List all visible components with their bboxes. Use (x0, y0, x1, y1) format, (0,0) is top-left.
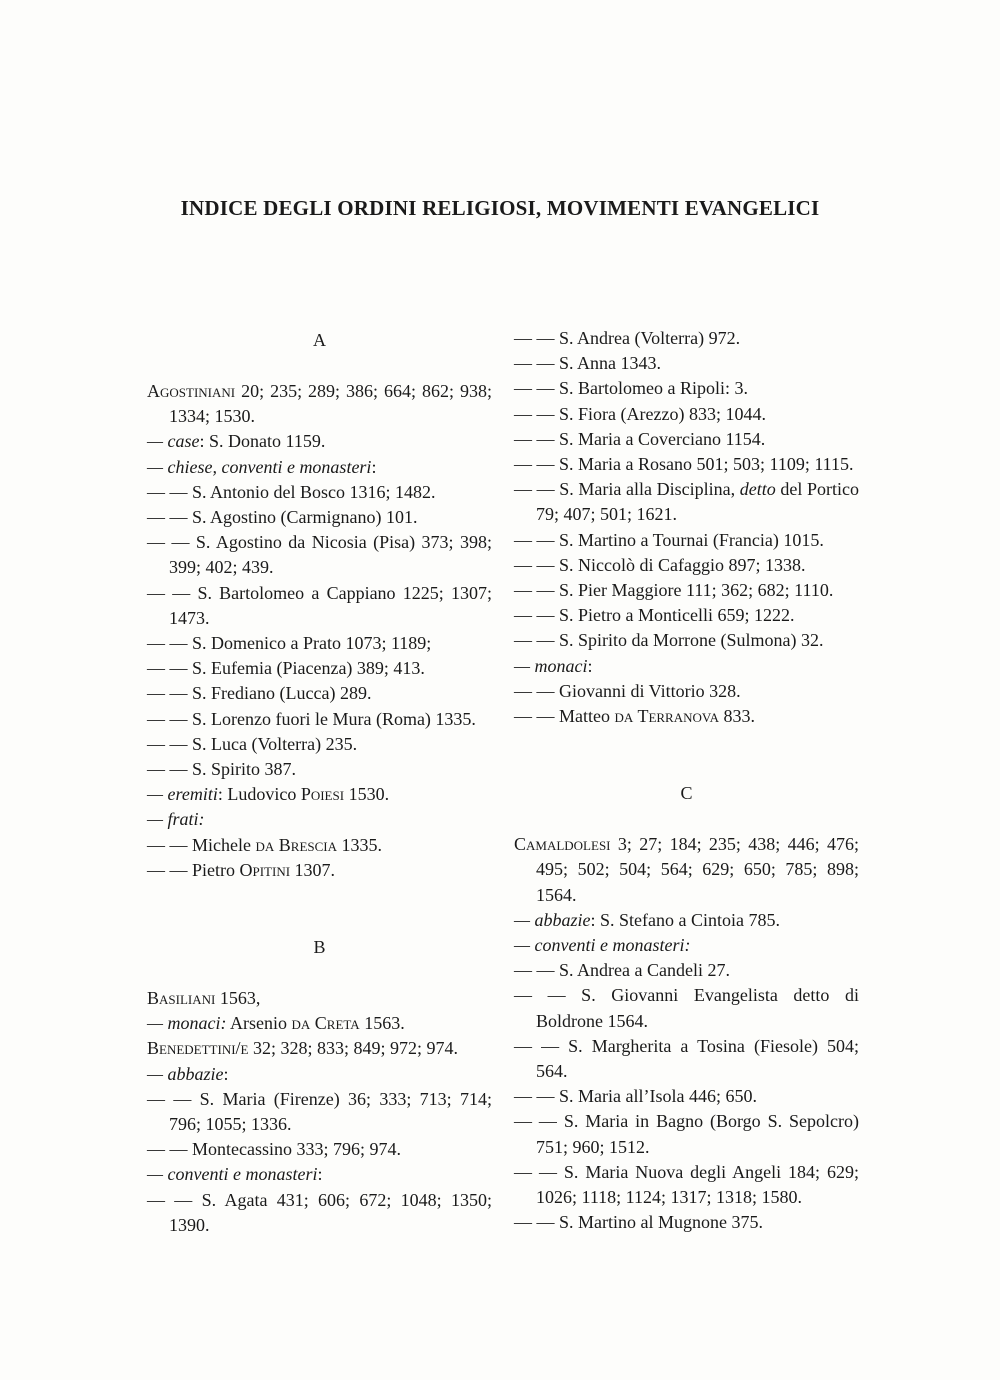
index-entry: Benedettini/e 32; 328; 833; 849; 972; 974. (147, 1038, 458, 1059)
page-title: INDICE DEGLI ORDINI RELIGIOSI, MOVIMENTI EVANGELICI (180, 196, 820, 220)
index-entry: — — S. Maria (Firenze) 36; 333; 713; 714; 796; 1055; 1336. (147, 1088, 492, 1135)
index-entry: — — S. Agostino da Nicosia (Pisa) 373; 398; 399; 402; 439. (147, 532, 492, 578)
entry-list-b (147, 986, 492, 1238)
index-entry: — — Montecassino 333; 796; 974. (147, 1139, 401, 1160)
index-entry: — — S. Spirito 387. (147, 759, 297, 780)
index-entry: Basiliani 1563, (147, 988, 261, 1009)
entry-person-name: da Creta (291, 1013, 360, 1034)
entry-sub-label: — abbazie (514, 909, 591, 930)
entry-sub-label: — monaci: (147, 1013, 227, 1034)
index-entry: — monaci: Arsenio da Creta 1563. (147, 1013, 405, 1034)
index-entry: — — S. Andrea (Volterra) 972. (514, 328, 741, 348)
index-entry: — — S. Maria Nuova degli Angeli 184; 629; 1026; 1118; 1124; 1317; 1318; 1580. (514, 1161, 859, 1208)
index-entry: — eremiti: Ludovico Poiesi 1530. (147, 784, 390, 805)
index-entry: — — Michele da Brescia 1335. (147, 834, 382, 855)
index-entry: Agostiniani 20; 235; 289; 386; 664; 862; 938; 1334; 1530. (147, 381, 492, 427)
entry-sub-label: — case (147, 431, 200, 452)
index-entry: — — S. Pier Maggiore 111; 362; 682; 1110. (514, 580, 834, 601)
index-entry: — — S. Martino a Tournai (Francia) 1015. (514, 529, 824, 550)
entry-sub-label: — chiese, conventi e monasteri (147, 456, 372, 477)
index-entry: — — S. Maria a Coverciano 1154. (514, 428, 766, 449)
index-entry: — abbazie: S. Stefano a Cintoia 785. (514, 909, 780, 930)
index-entry: — — S. Fiora (Arezzo) 833; 1044. (514, 403, 766, 424)
index-entry: — — Giovanni di Vittorio 328. (514, 680, 741, 701)
entry-italic-term: detto (739, 479, 776, 500)
index-entry: — — S. Bartolomeo a Ripoli: 3. (514, 378, 748, 399)
index-entry: — — S. Bartolomeo a Cappiano 1225; 1307; 1473. (147, 582, 492, 628)
index-entry: — — S. Domenico a Prato 1073; 1189; (147, 633, 432, 654)
index-entry: — — S. Margherita a Tosina (Fiesole) 504; 564. (514, 1035, 859, 1082)
entry-sub-label: — conventi e monasteri (147, 1164, 318, 1185)
index-entry: — — S. Eufemia (Piacenza) 389; 413. (147, 658, 425, 679)
index-entry: — — S. Maria alla Disciplina, detto del Portico 79; 407; 501; 1621. (514, 479, 859, 525)
index-entry: — — S. Lorenzo fuori le Mura (Roma) 1335. (147, 708, 476, 729)
index-entry (147, 807, 492, 832)
entry-sub-label: — monaci (514, 655, 588, 676)
index-entry: — — S. Pietro a Monticelli 659; 1222. (514, 605, 795, 626)
index-entry: — abbazie: (147, 1063, 229, 1084)
index-entry: — — S. Agostino (Carmignano) 101. (147, 507, 418, 528)
entry-heading-term: Agostiniani (147, 381, 236, 401)
index-entry: — — S. Giovanni Evangelista detto di Boldrone 1564. (514, 985, 859, 1031)
entry-person-name: da Brescia (255, 834, 337, 855)
index-entry: — — S. Niccolò di Cafaggio 897; 1338. (514, 554, 806, 575)
section-heading-c: C (680, 783, 693, 804)
index-entry: — — S. Antonio del Bosco 1316; 1482. (147, 481, 436, 502)
left-column (147, 326, 492, 1238)
entry-sub-label: — conventi e monasteri: (514, 935, 691, 956)
index-entry: — chiese, conventi e monasteri: (147, 456, 377, 477)
entry-heading-term: Benedettini/e (147, 1038, 249, 1059)
entry-person-name: Poiesi (300, 784, 345, 805)
entry-list-a (147, 379, 492, 883)
index-entry: — — S. Anna 1343. (514, 353, 662, 374)
entry-person-name: da Terranova (614, 706, 719, 727)
index-entry (514, 933, 859, 958)
index-entry: — monaci: (514, 655, 593, 676)
entry-sub-label: — frati: (147, 809, 205, 830)
index-entry: — — S. Agata 431; 606; 672; 1048; 1350; 1390. (147, 1189, 492, 1235)
entry-list-continued (514, 326, 859, 729)
entry-sub-label: — abbazie (147, 1063, 224, 1084)
index-entry: — — Matteo da Terranova 833. (514, 706, 755, 727)
index-entry: Camaldolesi 3; 27; 184; 235; 438; 446; 476; 495; 502; 504; 564; 629; 650; 785; 898; 1564. (514, 834, 859, 905)
index-entry: — — S. Maria a Rosano 501; 503; 1109; 1115. (514, 454, 854, 475)
entry-person-name: Opitini (239, 859, 291, 880)
entry-list-c (514, 832, 859, 1235)
right-column (514, 326, 859, 1236)
index-entry: — — S. Andrea a Candeli 27. (514, 960, 730, 981)
index-entry: — — S. Maria in Bagno (Borgo S. Sepolcro) 751; 960; 1512. (514, 1111, 859, 1157)
index-entry: — — S. Luca (Volterra) 235. (147, 733, 358, 754)
index-entry: — — Pietro Opitini 1307. (147, 859, 336, 880)
index-entry: — — S. Maria all’Isola 446; 650. (514, 1086, 757, 1107)
index-entry: — case: S. Donato 1159. (147, 431, 326, 452)
index-entry: — conventi e monasteri: (147, 1164, 323, 1185)
index-entry: — — S. Martino al Mugnone 375. (514, 1212, 763, 1233)
index-entry: — — S. Spirito da Morrone (Sulmona) 32. (514, 630, 824, 651)
section-heading-b: B (313, 937, 326, 958)
entry-heading-term: Basiliani (147, 988, 216, 1009)
entry-sub-label: — eremiti (147, 784, 218, 805)
entry-heading-term: Camaldolesi (514, 834, 611, 855)
index-entry: — — S. Frediano (Lucca) 289. (147, 683, 372, 704)
section-heading-a: A (313, 330, 326, 350)
